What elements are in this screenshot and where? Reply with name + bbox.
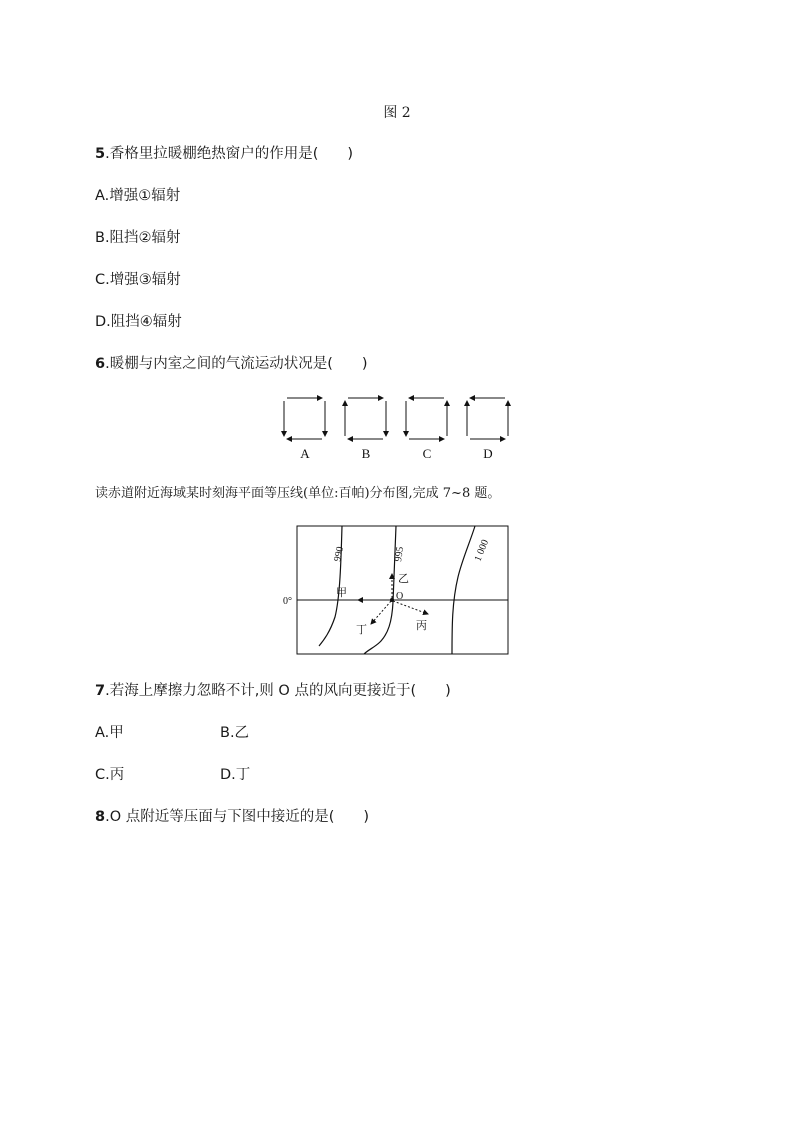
question-stem: .O 点附近等压面与下图中接近的是( ) xyxy=(105,809,370,825)
label-jia: 甲 xyxy=(336,587,347,599)
airflow-box-b xyxy=(345,398,386,439)
airflow-box-d xyxy=(467,398,508,439)
diagram-label-a: A xyxy=(300,446,310,461)
diagram-label-b: B xyxy=(361,446,371,461)
question-number: 7 xyxy=(95,683,106,699)
label-ding: 丁 xyxy=(356,624,367,636)
diagram-label-d: D xyxy=(483,446,493,461)
q7-option-a: A.甲 xyxy=(95,725,124,741)
isobar-995 xyxy=(364,526,396,654)
q5-option-d: D.阻挡④辐射 xyxy=(95,314,182,330)
airflow-box-c xyxy=(406,398,447,439)
question-number: 5 xyxy=(95,146,106,162)
isobar-map xyxy=(280,522,512,658)
section-intro: 读赤道附近海域某时刻海平面等压线(单位:百帕)分布图,完成 7~8 题。 xyxy=(95,486,501,501)
question-number: 6 xyxy=(95,356,106,372)
diagram-label-c: C xyxy=(422,446,432,461)
q5-option-b: B.阻挡②辐射 xyxy=(95,230,181,246)
isobar-990 xyxy=(319,526,342,646)
q7-option-d: D.丁 xyxy=(220,767,251,783)
equator-label: 0° xyxy=(283,596,292,607)
q7-option-b: B.乙 xyxy=(220,725,250,741)
question-number: 8 xyxy=(95,809,106,825)
arrow-ding xyxy=(371,601,391,624)
question-6 xyxy=(95,354,368,374)
q5-option-a: A.增强①辐射 xyxy=(95,188,181,204)
q7-option-c: C.丙 xyxy=(95,767,125,783)
label-bing: 丙 xyxy=(416,620,427,632)
isobar-label-995: 995 xyxy=(393,546,407,563)
label-yi: 乙 xyxy=(398,573,409,585)
q5-option-c: C.增强③辐射 xyxy=(95,272,181,288)
isobar-label-990: 990 xyxy=(332,545,347,563)
figure-caption: 图 2 xyxy=(383,105,411,121)
map-frame xyxy=(297,526,508,654)
question-8 xyxy=(95,807,369,827)
airflow-options-diagram xyxy=(278,392,518,464)
question-stem: .若海上摩擦力忽略不计,则 O 点的风向更接近于( ) xyxy=(105,683,451,699)
isobar-label-1000: 1 000 xyxy=(472,538,492,564)
isobar-1000 xyxy=(452,526,475,654)
question-5 xyxy=(95,144,353,164)
question-stem: .暖棚与内室之间的气流运动状况是( ) xyxy=(105,356,368,372)
airflow-box-a xyxy=(284,398,325,439)
question-stem: .香格里拉暖棚绝热窗户的作用是( ) xyxy=(105,146,354,162)
arrow-bing xyxy=(393,601,428,614)
point-o-label: O xyxy=(396,591,404,602)
question-7 xyxy=(95,681,451,701)
